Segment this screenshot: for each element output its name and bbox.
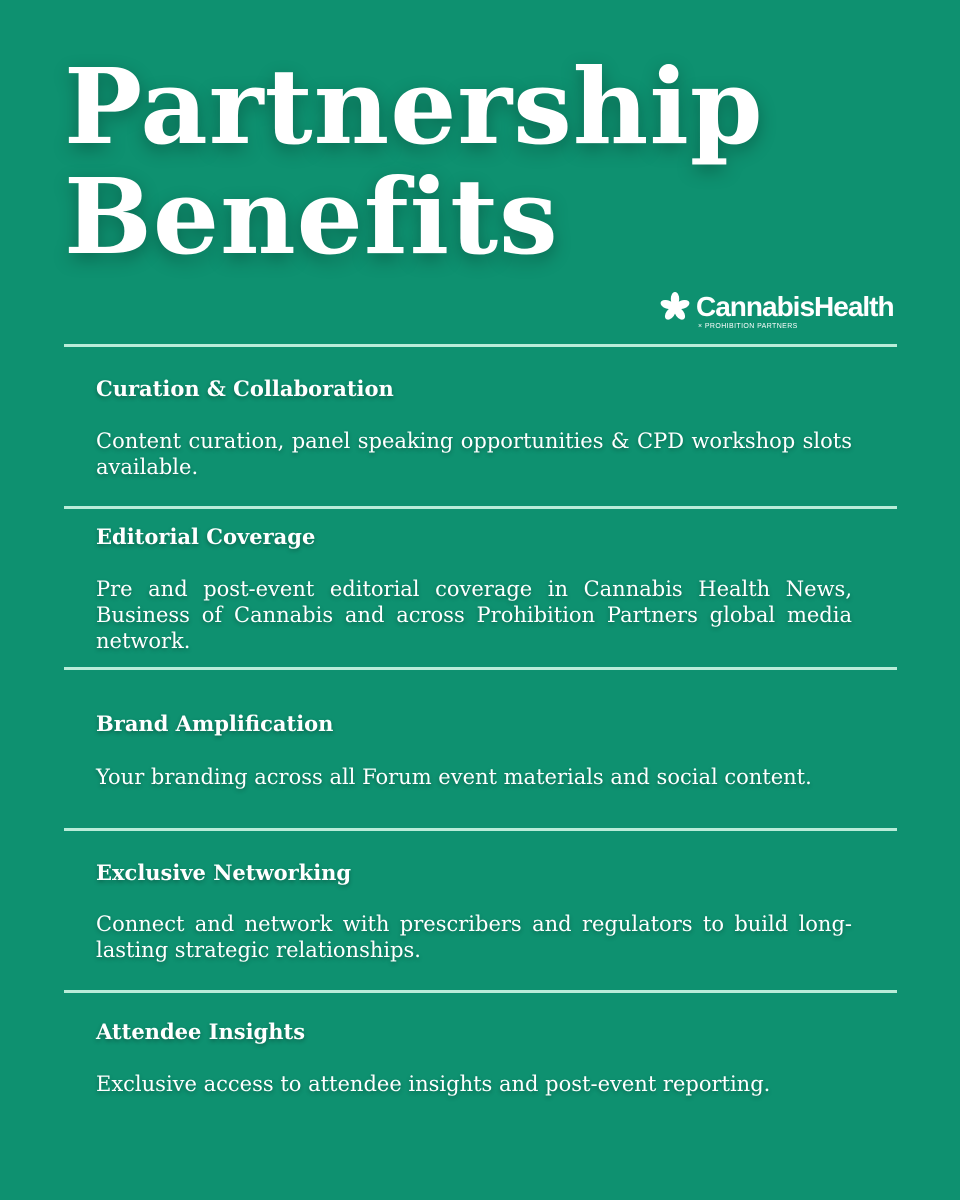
divider	[64, 990, 897, 993]
cannabis-leaf-icon	[660, 292, 690, 322]
benefit-title-networking: Exclusive Networking	[96, 860, 352, 885]
cannabis-health-logo	[658, 290, 898, 336]
page-title-line-2: Benefits	[64, 155, 559, 278]
page-title-line-1: Partnership	[64, 45, 764, 168]
benefit-text-networking: Connect and network with prescribers and regulators to build long-lasting strategic relationships.	[96, 912, 852, 962]
page-title	[64, 45, 764, 278]
logo-wordmark: CannabisHealth	[696, 291, 894, 322]
logo-subtitle: × PROHIBITION PARTNERS	[698, 323, 798, 330]
divider	[64, 828, 897, 831]
divider	[64, 344, 897, 347]
benefit-text-editorial: Pre and post-event editorial coverage in Cannabis Health News, Business of Cannabis and across Prohibition Partners global media network.	[96, 577, 852, 653]
benefit-title-insights: Attendee Insights	[96, 1019, 306, 1044]
benefit-title-brand: Brand Amplification	[96, 711, 334, 736]
benefit-text-brand: Your branding across all Forum event materials and social content.	[96, 765, 812, 789]
benefit-text-insights: Exclusive access to attendee insights and post-event reporting.	[96, 1072, 771, 1096]
benefit-title-curation: Curation & Collaboration	[96, 376, 394, 401]
benefit-title-editorial: Editorial Coverage	[96, 524, 316, 549]
divider	[64, 506, 897, 509]
divider	[64, 667, 897, 670]
benefit-text-curation: Content curation, panel speaking opportunities & CPD workshop slots available.	[96, 429, 852, 479]
